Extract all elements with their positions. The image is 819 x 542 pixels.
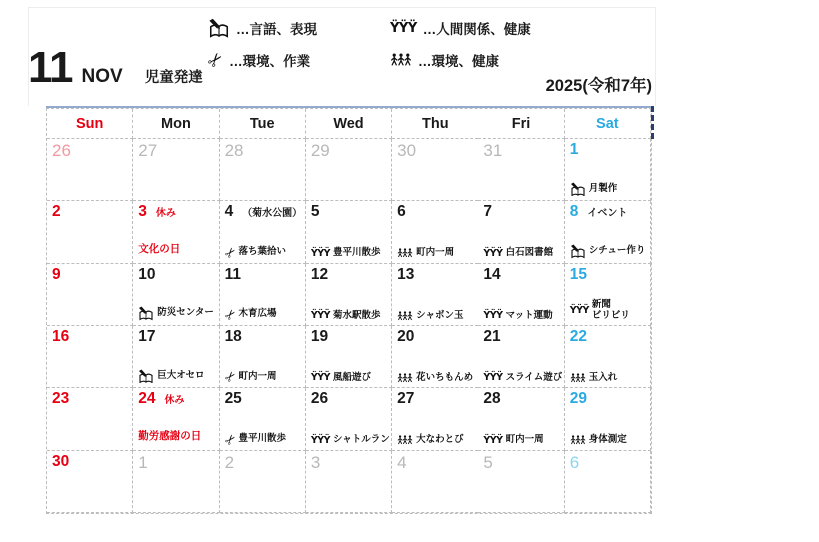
holiday-label: 勤労感謝の日 <box>138 429 202 442</box>
event-label: 町内一周 <box>505 434 544 446</box>
day-cell-5 <box>478 451 564 513</box>
date-number: 17 <box>138 327 156 345</box>
date-line <box>570 203 648 222</box>
header-top-line <box>46 106 652 108</box>
event <box>138 306 216 321</box>
event <box>483 248 561 258</box>
date-line <box>225 390 303 409</box>
date-line <box>397 266 476 285</box>
date-number: 14 <box>483 265 501 283</box>
day-cell-27 <box>392 388 478 450</box>
event <box>570 182 648 197</box>
date-number: 8 <box>569 203 579 221</box>
date-line <box>225 328 303 347</box>
date-number: 26 <box>52 141 71 160</box>
event-label: 玉入れ <box>588 371 618 383</box>
event-label: 豊平川散歩 <box>238 432 286 444</box>
date-number: 27 <box>397 390 415 408</box>
day-cell-14 <box>478 264 564 326</box>
day-cell-19 <box>306 326 392 388</box>
date-number: 29 <box>310 141 330 160</box>
date-number: 11 <box>224 265 241 283</box>
holiday-label: 文化の日 <box>138 242 181 255</box>
events <box>311 435 389 446</box>
date-line <box>570 266 648 285</box>
date-number: 20 <box>397 327 415 345</box>
day-cell-28 <box>220 139 306 201</box>
date-number: 5 <box>483 452 493 472</box>
date-number: 16 <box>52 327 70 345</box>
date-line <box>483 453 561 473</box>
day-cell-1 <box>133 451 219 513</box>
day-cell-6 <box>565 451 651 513</box>
header-right-dash <box>651 106 654 139</box>
title-block <box>28 43 203 92</box>
date-number: 21 <box>483 327 501 345</box>
event <box>570 300 648 321</box>
scissors-icon: ✂ <box>203 47 229 73</box>
event-label: 木育広場 <box>238 308 277 320</box>
events <box>220 243 303 262</box>
event-label: シチュー作り <box>588 245 646 257</box>
date-number: 30 <box>52 452 70 470</box>
month-abbr: NOV <box>81 66 123 87</box>
date-line <box>570 141 648 160</box>
date-line <box>138 390 216 409</box>
day-cell-2 <box>220 451 306 513</box>
legend-label: …言語、表現 <box>236 22 317 37</box>
date-number: 1 <box>138 452 148 472</box>
day-cell-27 <box>133 139 219 201</box>
events <box>311 373 389 384</box>
event-label: 白石図書館 <box>505 247 554 259</box>
three-people-icon: ŸŸŸ <box>483 434 503 446</box>
date-number: 4 <box>224 203 234 221</box>
events <box>220 305 303 324</box>
event <box>220 430 303 449</box>
date-note: （菊水公園） <box>242 208 303 220</box>
day-cell-22 <box>565 326 651 388</box>
date-number: 6 <box>397 203 406 221</box>
scissors-icon: ✂ <box>220 430 240 449</box>
day-cell-26 <box>306 388 392 450</box>
event <box>397 435 476 445</box>
three-people-icon: ŸŸŸ <box>390 20 417 36</box>
day-cell-15 <box>565 264 651 326</box>
event-label: 新聞 ビリビリ <box>591 299 630 321</box>
date-line <box>311 203 389 222</box>
day-cell-1 <box>565 139 651 201</box>
date-line <box>570 328 648 347</box>
events <box>570 435 648 446</box>
day-cell-3 <box>306 451 392 513</box>
day-cell-20 <box>392 326 478 388</box>
date-number: 10 <box>138 265 156 283</box>
year-label: 2025(令和7年) <box>545 77 652 95</box>
walking-people-icon <box>390 53 412 67</box>
day-cell-8 <box>565 201 651 263</box>
event <box>311 435 389 445</box>
day-cell-17 <box>133 326 219 388</box>
day-cell-11 <box>220 264 306 326</box>
date-line <box>483 266 561 285</box>
event <box>138 369 216 384</box>
event-label: 大なわとび <box>416 434 464 446</box>
legend-label: …環境、作業 <box>229 54 311 69</box>
book-pen-icon <box>208 18 230 38</box>
date-line <box>138 203 216 222</box>
weekday-header-fri: Fri <box>478 109 564 139</box>
weekday-header-thu: Thu <box>392 109 478 139</box>
date-number: 25 <box>224 390 242 408</box>
calendar-table <box>46 108 652 514</box>
events <box>220 430 303 449</box>
event-label: 豊平川散歩 <box>332 247 381 259</box>
date-line <box>225 453 303 473</box>
three-people-icon: ŸŸŸ <box>310 434 330 446</box>
date-line <box>397 453 476 473</box>
date-number: 24 <box>138 390 156 408</box>
date-number: 6 <box>569 452 580 472</box>
date-number: 19 <box>310 327 329 345</box>
date-number: 2 <box>52 203 61 221</box>
date-line <box>52 453 130 472</box>
day-cell-9 <box>47 264 133 326</box>
day-cell-7 <box>478 201 564 263</box>
day-cell-3 <box>133 201 219 263</box>
date-number: 30 <box>397 141 417 160</box>
day-cell-25 <box>220 388 306 450</box>
date-number: 23 <box>52 390 70 408</box>
date-number: 3 <box>310 452 321 472</box>
calendar-subtitle: 児童発達 <box>144 70 203 86</box>
event-label: シャボン玉 <box>416 309 464 321</box>
day-cell-23 <box>47 388 133 450</box>
weekday-header-tue: Tue <box>220 109 306 139</box>
three-people-icon: ŸŸŸ <box>310 310 330 322</box>
date-number: 1 <box>569 141 579 158</box>
legend-item <box>390 12 531 44</box>
day-cell-29 <box>306 139 392 201</box>
events <box>483 435 561 446</box>
date-line <box>397 390 476 409</box>
event <box>483 373 561 383</box>
date-line <box>483 328 561 347</box>
legend-item <box>203 44 388 76</box>
date-line <box>311 266 389 285</box>
event <box>570 435 648 445</box>
day-cell-10 <box>133 264 219 326</box>
date-number: 18 <box>224 327 242 345</box>
date-number: 26 <box>310 390 329 408</box>
date-line <box>225 266 303 285</box>
three-people-icon: ŸŸŸ <box>483 247 503 259</box>
date-line <box>52 141 130 161</box>
date-line <box>138 328 216 347</box>
date-line <box>138 141 216 161</box>
three-people-icon: ŸŸŸ <box>483 372 503 384</box>
date-line <box>397 328 476 347</box>
events <box>311 311 389 322</box>
event <box>220 243 303 262</box>
day-cell-4 <box>220 201 306 263</box>
date-line <box>225 203 303 222</box>
day-cell-5 <box>306 201 392 263</box>
event <box>570 244 648 259</box>
month-number: 11 <box>28 43 73 92</box>
events <box>483 248 561 259</box>
legend-item <box>208 12 388 44</box>
date-number: 13 <box>397 265 415 283</box>
event <box>220 367 303 386</box>
day-cell-12 <box>306 264 392 326</box>
day-cell-28 <box>478 388 564 450</box>
walking-people-icon <box>397 248 413 258</box>
day-cell-13 <box>392 264 478 326</box>
three-people-icon: ŸŸŸ <box>569 304 589 316</box>
date-number: 3 <box>138 203 147 221</box>
event <box>570 373 648 383</box>
events <box>220 367 303 386</box>
day-cell-24 <box>133 388 219 450</box>
date-line <box>311 328 389 347</box>
date-note: 休み <box>155 208 176 220</box>
date-number: 22 <box>569 327 587 345</box>
events <box>483 311 561 322</box>
event <box>311 311 389 321</box>
date-line <box>52 203 130 222</box>
event <box>311 373 389 383</box>
date-line <box>483 141 561 161</box>
date-line <box>483 203 561 222</box>
date-number: 27 <box>138 141 158 160</box>
event-label: スライム遊び <box>505 371 563 383</box>
events <box>483 373 561 384</box>
events <box>138 306 216 322</box>
walking-people-icon <box>570 435 586 445</box>
day-cell-4 <box>392 451 478 513</box>
event <box>220 305 303 324</box>
events <box>570 244 648 260</box>
events <box>570 182 648 198</box>
date-note: 休み <box>164 395 185 407</box>
weekday-header-mon: Mon <box>133 109 219 139</box>
event-label: 身体測定 <box>588 434 627 446</box>
date-line <box>52 266 130 285</box>
event-label: 月製作 <box>588 182 618 194</box>
date-number: 15 <box>569 265 587 283</box>
date-number: 5 <box>310 203 320 221</box>
event-label: 町内一周 <box>416 247 455 259</box>
walking-people-icon <box>397 311 413 321</box>
date-number: 4 <box>397 452 407 472</box>
event <box>483 311 561 321</box>
day-cell-31 <box>478 139 564 201</box>
events <box>570 300 648 322</box>
event-label: 風船遊び <box>332 371 371 383</box>
event <box>483 435 561 445</box>
event <box>397 311 476 321</box>
book-pen-icon <box>570 182 586 197</box>
date-line <box>52 328 130 347</box>
date-number: 2 <box>224 452 235 472</box>
three-people-icon: ŸŸŸ <box>483 310 503 322</box>
book-pen-icon <box>138 369 154 384</box>
event-label: マット運動 <box>505 309 553 321</box>
date-number: 31 <box>483 141 503 160</box>
event <box>397 248 476 258</box>
date-line <box>570 453 648 473</box>
weekday-header-sun: Sun <box>47 109 133 139</box>
event <box>397 373 476 383</box>
events <box>397 248 476 259</box>
day-cell-29 <box>565 388 651 450</box>
events <box>311 248 389 259</box>
three-people-icon: ŸŸŸ <box>310 372 330 384</box>
weekday-header-wed: Wed <box>306 109 392 139</box>
date-line <box>483 390 561 409</box>
events <box>397 435 476 446</box>
date-line <box>138 453 216 473</box>
walking-people-icon <box>397 373 413 383</box>
event <box>311 248 389 258</box>
date-line <box>397 141 476 161</box>
day-cell-21 <box>478 326 564 388</box>
event-label: 落ち葉拾い <box>238 245 286 257</box>
events <box>397 311 476 322</box>
day-cell-26 <box>47 139 133 201</box>
date-number: 28 <box>483 390 501 408</box>
date-line <box>138 266 216 285</box>
legend-item <box>390 44 531 76</box>
three-people-icon: ŸŸŸ <box>310 247 330 259</box>
walking-people-icon <box>397 435 413 445</box>
event-label: シャトルラン <box>332 434 390 446</box>
day-cell-16 <box>47 326 133 388</box>
date-number: 9 <box>52 265 61 283</box>
date-note: イベント <box>587 208 628 220</box>
date-line <box>225 141 303 161</box>
legend-label: …人間関係、健康 <box>422 22 531 37</box>
events <box>397 373 476 384</box>
date-line <box>570 390 648 409</box>
date-line <box>311 141 389 161</box>
book-pen-icon <box>138 306 154 321</box>
date-number: 12 <box>310 265 329 283</box>
event-label: 菊水駅散歩 <box>332 309 381 321</box>
book-pen-icon <box>570 244 586 259</box>
event-label: 巨大オセロ <box>157 369 205 381</box>
events <box>570 373 648 384</box>
walking-people-icon <box>570 373 586 383</box>
legend-label: …環境、健康 <box>418 54 499 69</box>
legend <box>203 12 531 76</box>
date-number: 7 <box>483 203 493 221</box>
date-number: 29 <box>569 390 587 408</box>
events <box>138 369 216 385</box>
scissors-icon: ✂ <box>220 305 240 324</box>
day-cell-30 <box>392 139 478 201</box>
date-number: 28 <box>224 141 244 160</box>
date-line <box>397 203 476 222</box>
event-label: 町内一周 <box>238 370 277 382</box>
day-cell-30 <box>47 451 133 513</box>
date-line <box>311 453 389 473</box>
event-label: 花いちもんめ <box>416 371 474 383</box>
date-line <box>52 390 130 409</box>
scissors-icon: ✂ <box>220 243 240 262</box>
day-cell-6 <box>392 201 478 263</box>
event-label: 防災センター <box>157 307 214 319</box>
scissors-icon: ✂ <box>220 367 240 386</box>
date-line <box>311 390 389 409</box>
day-cell-2 <box>47 201 133 263</box>
weekday-header-sat: Sat <box>565 109 651 139</box>
day-cell-18 <box>220 326 306 388</box>
